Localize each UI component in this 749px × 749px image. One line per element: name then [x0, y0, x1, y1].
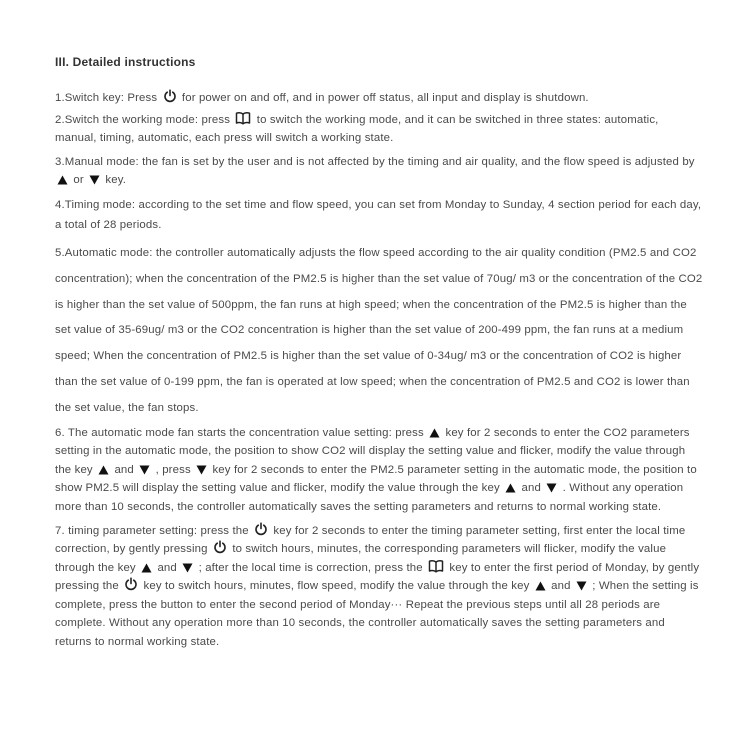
power-icon [254, 522, 268, 536]
power-icon [124, 577, 138, 591]
instruction-6-text-f: and [521, 482, 541, 495]
up-triangle-icon [505, 483, 516, 493]
down-triangle-icon [546, 483, 557, 493]
instruction-7-text-b: key for 2 seconds to enter the timing parameter setting, first enter the local time correction, by gently pressing [55, 524, 686, 556]
up-triangle-icon [57, 175, 68, 185]
instruction-7-text-f: key to enter the first period of Monday, by gently pressing the [55, 561, 700, 593]
instruction-6 [55, 424, 703, 517]
instruction-6-text-d: , press [155, 463, 191, 476]
instruction-6-text-g: . Without any operation more than 10 seconds, the controller automatically saves the setting parameters and returns to normal working state. [55, 482, 684, 513]
instruction-1-text-a: 1.Switch key: Press [55, 92, 158, 104]
power-icon [163, 89, 177, 103]
up-triangle-icon [98, 465, 109, 475]
instruction-3 [55, 153, 703, 190]
instruction-5: 5.Automatic mode: the controller automatically adjusts the flow speed according to the air quality condition (PM2.5 and CO2 concentration); when the concentration of the PM2.5 is higher than the set value of 70ug/ m3 or the concentration of the CO2 is higher than the set value of 500ppm, the fan runs at high speed; when the concentration of the PM2.5 is higher than the set value of 35-69ug/ m3 or the CO2 concentration is higher than the set value of 200-499 ppm, the fan runs at a medium speed; When the concentration of PM2.5 is higher than the set value of 0-34ug/ m3 or the concentration of CO2 is higher than the set value of 0-199 ppm, the fan is operated at low speed; when the concentration of PM2.5 and CO2 is lower than the set value, the fan stops. [55, 246, 703, 414]
instruction-7-text-e: ; after the local time is correction, press the [198, 561, 423, 574]
instruction-7 [55, 522, 703, 652]
down-triangle-icon [182, 563, 193, 573]
down-triangle-icon [576, 581, 587, 591]
instruction-7-text-i: ; When the setting is complete, press the button to enter the second period of Monday··· Repeat the previous steps until all 28 periods are complete. Without any operation more than 10 seconds, the controller automatically saves the setting parameters and returns to normal working state. [55, 580, 699, 649]
instruction-4: 4.Timing mode: according to the set time and flow speed, you can set from Monday to Sunday, 4 section period for each day, a total of 28 periods. [55, 198, 702, 232]
section-heading: III. Detailed instructions [55, 55, 196, 69]
instruction-1 [55, 89, 703, 108]
instruction-7-text-d: and [157, 561, 177, 574]
down-triangle-icon [139, 465, 150, 475]
instruction-3-text-c: key. [105, 174, 127, 187]
instruction-2-text-b: to switch the working mode, and it can be switched in three states: automatic, manual, timing, automatic, each press will switch a working state. [55, 113, 659, 145]
instruction-1-text-b: for power on and off, and in power off status, all input and display is shutdown. [181, 92, 589, 104]
instruction-6-text-c: and [114, 463, 134, 476]
instruction-7-text-h: and [551, 580, 571, 593]
instruction-7-text-c: to switch hours, minutes, the corresponding parameters will flicker, modify the value through the key [55, 543, 667, 574]
instruction-3-text-a: 3.Manual mode: the fan is set by the user and is not affected by the timing and air quality, and the flow speed is adjusted by [55, 155, 695, 168]
instruction-7-text-g: key to switch hours, minutes, flow speed, modify the value through the key [143, 580, 530, 593]
instructions-page [55, 52, 703, 657]
instruction-6-text-e: key for 2 seconds to enter the PM2.5 parameter setting in the automatic mode, the position to show PM2.5 will display the setting value and flicker, modify the value through the key [55, 463, 697, 495]
up-triangle-icon [141, 563, 152, 573]
instruction-6-text-a: 6. The automatic mode fan starts the concentration value setting: press [55, 426, 424, 439]
power-icon [213, 540, 227, 554]
instruction-6-text-b: key for 2 seconds to enter the CO2 parameters setting in the automatic mode, the position to show CO2 will display the setting value and flicker, modify the value through the key [55, 426, 690, 476]
instruction-3-text-b: or [73, 174, 84, 187]
down-triangle-icon [89, 175, 100, 185]
instruction-2-text-a: 2.Switch the working mode: press [55, 113, 231, 126]
down-triangle-icon [196, 465, 207, 475]
book-icon [428, 559, 444, 573]
up-triangle-icon [535, 581, 546, 591]
book-icon [235, 111, 251, 125]
up-triangle-icon [429, 428, 440, 438]
instruction-7-text-a: 7. timing parameter setting: press the [55, 524, 249, 537]
instruction-2 [55, 111, 703, 148]
